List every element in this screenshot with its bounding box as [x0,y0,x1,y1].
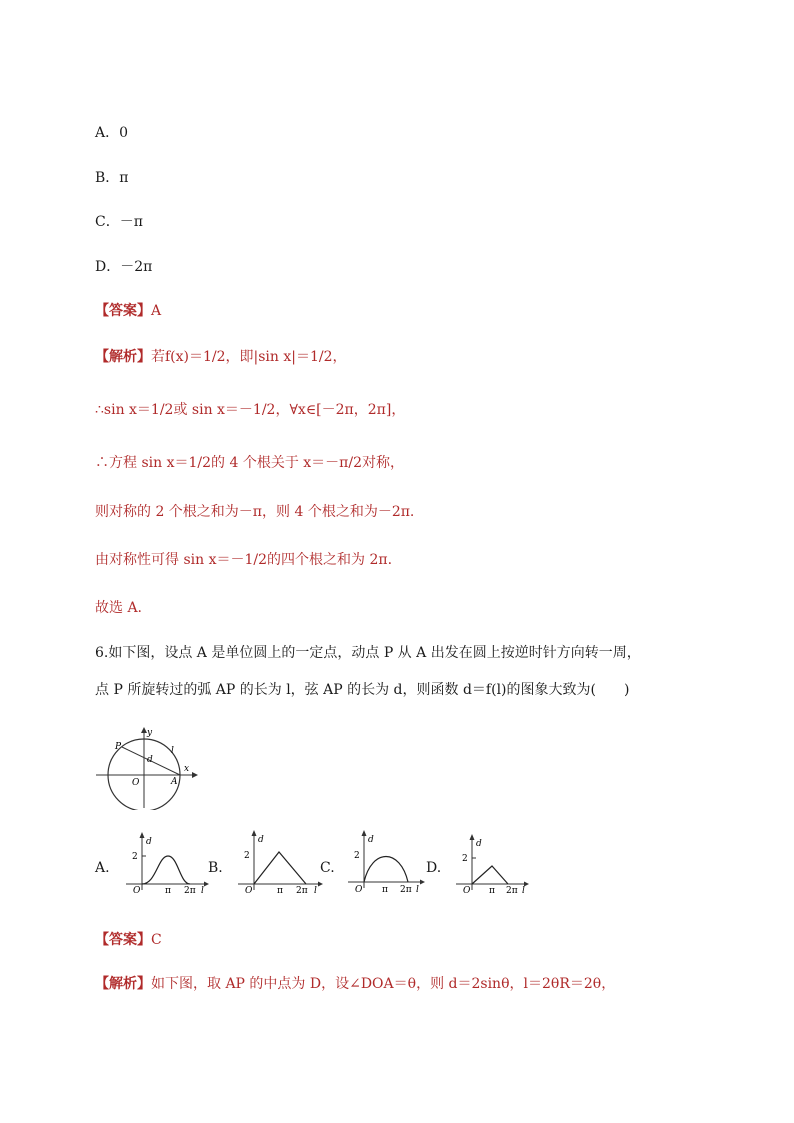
graph-a-tick-2pi: 2π [184,886,196,896]
graph-option-a-letter: A. [95,860,110,876]
graph-option-a [118,830,210,896]
graph-a-ylabel: d [146,837,152,847]
graph-b-ylabel: d [258,835,264,845]
graph-b-xlabel: l [314,886,317,896]
analysis-q5-line6: 故选 A. [95,600,143,616]
circle-label-l: l [171,746,174,756]
analysis-q5-line4: 则对称的 2 个根之和为－π，则 4 个根之和为－2π. [95,504,415,520]
graph-a-xlabel: l [201,886,204,896]
graph-d-tick-2: 2 [462,854,468,864]
analysis-q5-line1: 【解析】若f(x)＝1/2，即|sin x|＝1/2， [95,349,347,365]
option-d: D．－2π [95,259,153,275]
graph-option-c [344,828,426,896]
graph-d-ylabel: d [476,839,482,849]
graph-option-d [452,832,532,896]
analysis-q5-line5: 由对称性可得 sin x＝－1/2的四个根之和为 2π. [95,552,393,568]
option-c: C．－π [95,214,143,230]
circle-label-y: y [147,728,153,738]
circle-label-p: P [115,742,122,752]
graph-b-tick-2pi: 2π [296,886,308,896]
graph-option-d-letter: D. [426,860,442,876]
graph-c-xlabel: l [416,885,419,895]
answer-q6: 【答案】C [95,932,162,948]
graph-b-tick-pi: π [277,886,283,896]
circle-label-x: x [184,764,190,774]
graph-c-ylabel: d [368,835,374,845]
circle-label-o: O [132,778,140,788]
graph-a-origin: O [133,886,141,896]
graph-c-tick-2: 2 [354,851,360,861]
graph-option-b-letter: B. [208,860,223,876]
graph-b-origin: O [245,886,253,896]
graph-d-tick-pi: π [489,886,495,896]
question-6-line2: 点 P 所旋转过的弧 AP 的长为 l，弦 AP 的长为 d，则函数 d＝f(l)的图象大致为( ) [95,682,630,698]
circle-label-d: d [147,755,153,765]
unit-circle-figure [92,725,202,810]
graph-option-b [234,828,326,896]
graph-a-tick-pi: π [165,886,171,896]
analysis-q6-line1: 【解析】如下图，取 AP 的中点为 D，设∠DOA＝θ，则 d＝2sinθ，l＝2θR＝2θ， [95,976,616,992]
question-6-line1: 6.如下图，设点 A 是单位圆上的一定点，动点 P 从 A 出发在圆上按逆时针方向转一周， [95,645,641,661]
graph-d-origin: O [463,886,471,896]
graph-c-tick-pi: π [382,885,388,895]
graph-b-tick-2: 2 [244,851,250,861]
graph-d-tick-2pi: 2π [506,886,518,896]
option-b: B．π [95,170,129,186]
graph-c-tick-2pi: 2π [400,885,412,895]
graph-c-origin: O [355,885,363,895]
option-a: A．0 [95,125,129,141]
analysis-q5-line3: ∴方程 sin x＝1/2的 4 个根关于 x＝－π/2对称， [95,455,404,471]
analysis-q5-line2: ∴sin x＝1/2或 sin x＝－1/2，∀x∈[－2π，2π]， [95,402,406,418]
graph-d-xlabel: l [522,886,525,896]
graph-a-tick-2: 2 [132,852,138,862]
graph-option-c-letter: C. [320,860,335,876]
answer-q5: 【答案】A [95,303,162,319]
circle-label-a: A [171,777,178,787]
